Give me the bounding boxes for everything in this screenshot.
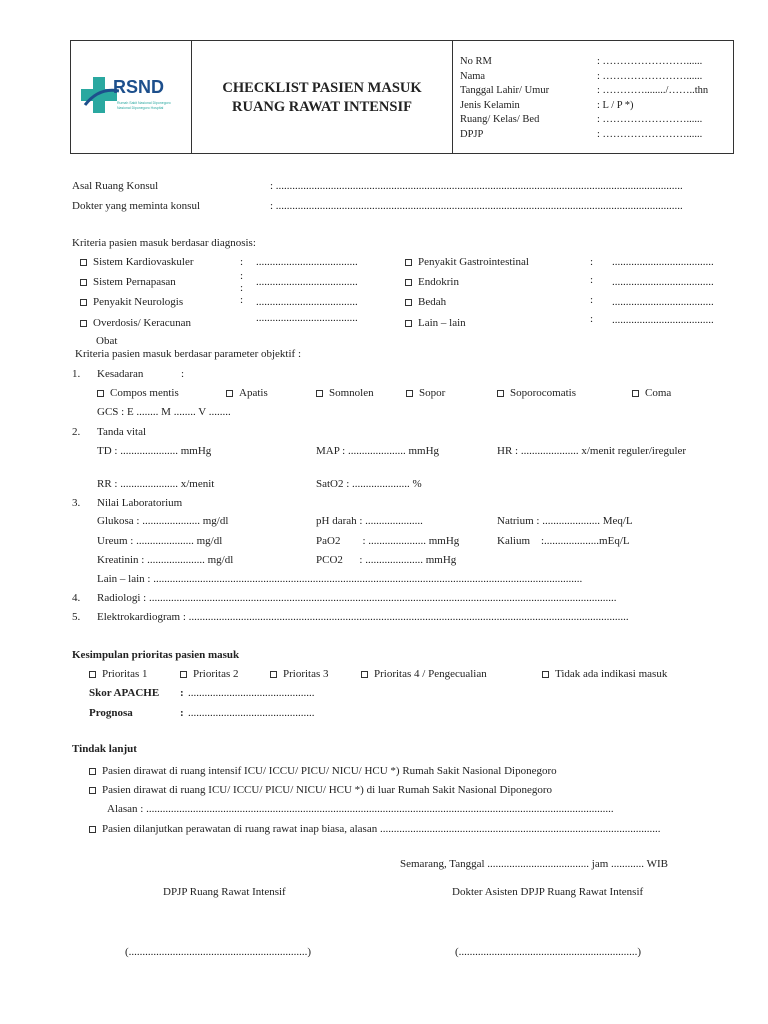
checkbox[interactable] bbox=[316, 390, 323, 397]
ekg-field[interactable]: Elektrokardiogram : ................................................................................................................................................................ bbox=[97, 611, 629, 623]
patient-field bbox=[460, 128, 708, 143]
prioritas-option[interactable] bbox=[180, 668, 239, 680]
checkbox[interactable] bbox=[406, 390, 413, 397]
field-label: DPJP bbox=[460, 128, 484, 140]
checkbox[interactable] bbox=[405, 279, 412, 286]
option-label: Sopor bbox=[419, 387, 446, 399]
checkbox[interactable] bbox=[226, 390, 233, 397]
apache-input[interactable]: .............................................. bbox=[188, 687, 315, 699]
radiologi-field[interactable]: Radiologi : .......................................................................................................................................................................... bbox=[97, 592, 617, 604]
option-label: Penyakit Neurologis bbox=[93, 296, 184, 308]
pco2-field[interactable]: PCO2 : ..................... mmHg bbox=[316, 554, 457, 566]
tindak-heading: Tindak lanjut bbox=[72, 743, 137, 755]
field-value[interactable]: : ……………………...... bbox=[597, 56, 703, 67]
option-label: Pasien dilanjutkan perawatan di ruang rawat inap biasa, alasan ...................................................................................................... bbox=[102, 823, 661, 835]
diagnosis-input[interactable]: ..................................... bbox=[256, 296, 358, 308]
diagnosis-input[interactable]: ..................................... bbox=[256, 256, 358, 268]
signature-line-left[interactable]: (.................................................................) bbox=[125, 946, 312, 958]
diagnosis-input[interactable]: ..................................... bbox=[612, 314, 714, 326]
diagnosis-option[interactable] bbox=[405, 296, 446, 308]
signature-line-right[interactable]: (.................................................................) bbox=[455, 946, 642, 958]
hospital-logo bbox=[77, 71, 187, 121]
field-value[interactable]: : L / P *) bbox=[597, 99, 634, 111]
kalium-field[interactable]: Kalium :....................mEq/L bbox=[497, 535, 630, 547]
option-label-continued: Obat bbox=[96, 335, 118, 347]
signature-title-left: DPJP Ruang Rawat Intensif bbox=[163, 886, 286, 898]
asal-input[interactable]: : .................................................................................................................................................... bbox=[270, 180, 683, 192]
checkbox[interactable] bbox=[405, 299, 412, 306]
diagnosis-input[interactable]: ..................................... bbox=[612, 276, 714, 288]
prioritas-option[interactable] bbox=[89, 668, 148, 680]
option-label: Somnolen bbox=[329, 387, 374, 399]
colon: : bbox=[240, 256, 244, 268]
checkbox[interactable] bbox=[270, 671, 277, 678]
signature-title-right: Dokter Asisten DPJP Ruang Rawat Intensif bbox=[452, 886, 644, 898]
item-number: 2. bbox=[72, 426, 81, 438]
objective-heading: Kriteria pasien masuk berdasar parameter objektif : bbox=[75, 348, 302, 360]
ureum-field[interactable]: Ureum : ..................... mg/dl bbox=[97, 535, 223, 547]
item-number: 1. bbox=[72, 368, 81, 380]
gcs-field[interactable]: GCS : E ........ M ........ V ........ bbox=[97, 406, 231, 418]
logo-subtitle: Rumah Sakit Nasional Diponegoro bbox=[117, 101, 171, 105]
hr-field[interactable]: HR : ..................... x/menit reguler/ireguler bbox=[497, 445, 687, 457]
checkbox[interactable] bbox=[89, 787, 96, 794]
checkbox[interactable] bbox=[497, 390, 504, 397]
diagnosis-option[interactable] bbox=[405, 276, 459, 288]
logo-subtitle: Nasional Diponegoro Hospital bbox=[117, 106, 164, 110]
td-field[interactable]: TD : ..................... mmHg bbox=[97, 445, 212, 457]
prognosa-input[interactable]: .............................................. bbox=[188, 707, 315, 719]
lain-field[interactable]: Lain – lain : ............................................................................................................................................................ bbox=[97, 573, 583, 585]
option-label: Lain – lain bbox=[418, 317, 466, 329]
tanda-vital-label: Tanda vital bbox=[97, 426, 147, 438]
option-label: Overdosis/ Keracunan bbox=[93, 317, 192, 329]
option-label: Sistem Pernapasan bbox=[93, 276, 176, 288]
checkbox[interactable] bbox=[80, 299, 87, 306]
field-label: Nama bbox=[460, 70, 486, 82]
checkbox[interactable] bbox=[89, 671, 96, 678]
checkbox[interactable] bbox=[80, 320, 87, 327]
colon: : bbox=[590, 274, 594, 286]
item-number: 5. bbox=[72, 611, 81, 623]
field-value[interactable]: : ……………………...... bbox=[597, 70, 703, 82]
rr-field[interactable]: RR : ..................... x/menit bbox=[97, 478, 215, 490]
field-value[interactable]: : ……………………...... bbox=[597, 114, 703, 125]
kreatinin-field[interactable]: Kreatinin : ..................... mg/dl bbox=[97, 554, 234, 566]
kesadaran-label: Kesadaran bbox=[97, 368, 144, 380]
form-title: RUANG RAWAT INTENSIF bbox=[232, 99, 412, 115]
checkbox[interactable] bbox=[89, 768, 96, 775]
prognosa-label: Prognosa bbox=[89, 707, 133, 719]
patient-field bbox=[460, 99, 708, 114]
checkbox[interactable] bbox=[80, 279, 87, 286]
pao2-field[interactable]: PaO2 : ..................... mmHg bbox=[316, 535, 460, 547]
prioritas-option[interactable] bbox=[270, 668, 329, 680]
sato2-field[interactable]: SatO2 : ..................... % bbox=[316, 478, 422, 490]
kesadaran-option[interactable] bbox=[97, 387, 179, 399]
kesadaran-option[interactable] bbox=[316, 387, 374, 399]
kesadaran-option[interactable] bbox=[632, 387, 671, 399]
checkbox[interactable] bbox=[80, 259, 87, 266]
option-label: Penyakit Gastrointestinal bbox=[418, 256, 529, 268]
item-number: 3. bbox=[72, 497, 81, 509]
map-field[interactable]: MAP : ..................... mmHg bbox=[316, 445, 440, 457]
colon: : bbox=[240, 282, 244, 294]
dokter-label: Dokter yang meminta konsul bbox=[72, 200, 201, 212]
diagnosis-input[interactable]: ..................................... bbox=[256, 276, 358, 288]
date-line[interactable]: Semarang, Tanggal ..................................... jam ............ WIB bbox=[400, 858, 668, 870]
form-title: CHECKLIST PASIEN MASUK bbox=[222, 80, 422, 96]
option-label: Prioritas 4 / Pengecualian bbox=[374, 668, 487, 680]
option-label: Prioritas 1 bbox=[102, 668, 148, 680]
ph-field[interactable]: pH darah : ..................... bbox=[316, 515, 423, 527]
glukosa-field[interactable]: Glukosa : ..................... mg/dl bbox=[97, 515, 229, 527]
checkbox[interactable] bbox=[97, 390, 104, 397]
diagnosis-input[interactable]: ..................................... bbox=[612, 296, 714, 308]
kesimpulan-heading: Kesimpulan prioritas pasien masuk bbox=[72, 649, 240, 661]
colon: : bbox=[181, 368, 185, 380]
natrium-field[interactable]: Natrium : ..................... Meq/L bbox=[497, 515, 633, 527]
option-label: Coma bbox=[645, 387, 672, 399]
colon: : bbox=[590, 313, 594, 325]
diagnosis-input[interactable]: ..................................... bbox=[256, 312, 358, 324]
option-label: Compos mentis bbox=[110, 387, 179, 399]
kesadaran-option[interactable] bbox=[226, 387, 268, 399]
patient-field bbox=[460, 84, 708, 99]
option-label: Prioritas 3 bbox=[283, 668, 329, 680]
diagnosis-input[interactable]: ..................................... bbox=[612, 256, 714, 268]
option-label: Apatis bbox=[239, 387, 268, 399]
patient-field bbox=[460, 55, 708, 70]
prioritas-option[interactable] bbox=[542, 668, 667, 680]
colon: : bbox=[180, 707, 184, 719]
patient-field bbox=[460, 70, 708, 85]
field-value[interactable]: : ……………………...... bbox=[597, 128, 703, 140]
kesadaran-option[interactable] bbox=[406, 387, 445, 399]
alasan-field[interactable]: Alasan : .......................................................................................................................................................................... bbox=[107, 803, 614, 815]
asal-label: Asal Ruang Konsul bbox=[72, 180, 159, 192]
patient-field bbox=[460, 113, 708, 128]
option-label: Bedah bbox=[418, 296, 447, 308]
diagnosis-option[interactable] bbox=[80, 256, 194, 268]
patient-fields bbox=[460, 55, 708, 142]
colon: : bbox=[240, 294, 244, 306]
diagnosis-heading: Kriteria pasien masuk berdasar diagnosis: bbox=[72, 237, 256, 249]
option-label: Prioritas 2 bbox=[193, 668, 239, 680]
prioritas-option[interactable] bbox=[361, 668, 487, 680]
diagnosis-option[interactable] bbox=[80, 296, 183, 308]
item-number: 4. bbox=[72, 592, 81, 604]
diagnosis-option[interactable] bbox=[80, 317, 191, 329]
checkbox[interactable] bbox=[89, 826, 96, 833]
field-label: No RM bbox=[460, 56, 492, 67]
diagnosis-option[interactable] bbox=[405, 256, 529, 268]
header-box bbox=[70, 40, 734, 154]
field-label: Ruang/ Kelas/ Bed bbox=[460, 114, 540, 125]
tindak-option[interactable] bbox=[89, 823, 660, 835]
apache-label: Skor APACHE bbox=[89, 687, 160, 699]
checkbox[interactable] bbox=[405, 320, 412, 327]
option-label: Soporocomatis bbox=[510, 387, 576, 399]
field-label: Jenis Kelamin bbox=[460, 99, 520, 111]
colon: : bbox=[240, 270, 244, 282]
checkbox[interactable] bbox=[542, 671, 549, 678]
option-label: Sistem Kardiovaskuler bbox=[93, 256, 194, 268]
field-label: Tanggal Lahir/ Umur bbox=[460, 85, 550, 96]
kesadaran-option[interactable] bbox=[497, 387, 576, 399]
tindak-option[interactable] bbox=[89, 784, 552, 796]
colon: : bbox=[590, 294, 594, 306]
checkbox[interactable] bbox=[180, 671, 187, 678]
diagnosis-option[interactable] bbox=[405, 317, 466, 329]
option-label: Pasien dirawat di ruang ICU/ ICCU/ PICU/ NICU/ HCU *) di luar Rumah Sakit Nasional Diponegoro bbox=[102, 784, 553, 796]
dokter-input[interactable]: : .................................................................................................................................................... bbox=[270, 200, 683, 212]
colon: : bbox=[590, 256, 594, 268]
checkbox[interactable] bbox=[632, 390, 639, 397]
colon: : bbox=[180, 687, 184, 699]
header-divider bbox=[452, 41, 453, 153]
header-divider bbox=[191, 41, 192, 153]
option-label: Tidak ada indikasi masuk bbox=[555, 668, 668, 680]
lab-label: Nilai Laboratorium bbox=[97, 497, 183, 509]
checkbox[interactable] bbox=[405, 259, 412, 266]
diagnosis-option[interactable] bbox=[80, 276, 176, 288]
tindak-option[interactable] bbox=[89, 765, 557, 777]
option-label: Endokrin bbox=[418, 276, 459, 288]
option-label: Pasien dirawat di ruang intensif ICU/ ICCU/ PICU/ NICU/ HCU *) Rumah Sakit Nasional Diponegoro bbox=[102, 765, 557, 777]
logo-text: RSND bbox=[113, 77, 165, 97]
field-value[interactable]: : …………......../……..thn bbox=[597, 85, 709, 96]
checkbox[interactable] bbox=[361, 671, 368, 678]
